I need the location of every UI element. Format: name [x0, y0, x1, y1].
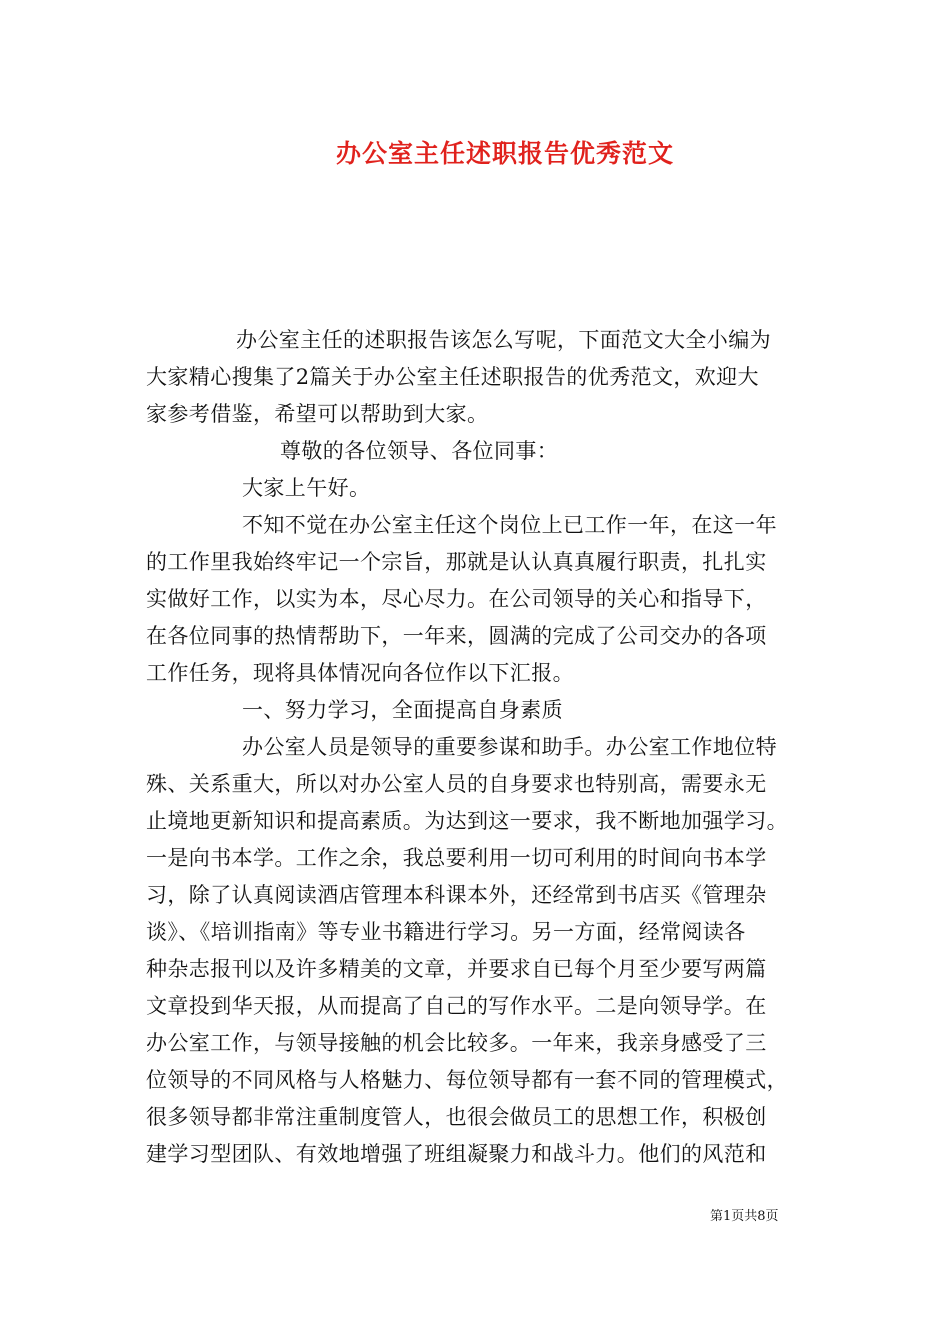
paragraph-line: 殊、关系重大，所以对办公室人员的自身要求也特别高，需要永无: [146, 772, 767, 796]
document-title: 办公室主任述职报告优秀范文: [335, 139, 674, 168]
paragraph-line: 家参考借鉴，希望可以帮助到大家。: [146, 402, 489, 426]
paragraph-line: 文章投到华天报，从而提高了自己的写作水平。二是向领导学。在: [146, 994, 767, 1018]
paragraph-line: 在各位同事的热情帮助下，一年来，圆满的完成了公司交办的各项: [146, 624, 767, 648]
paragraph-line: 办公室主任的述职报告该怎么写呢，下面范文大全小编为: [236, 328, 771, 352]
document-body: [146, 322, 812, 1173]
paragraph-line: 的工作里我始终牢记一个宗旨，那就是认认真真履行职责，扎扎实: [146, 550, 767, 574]
paragraph-line: 习，除了认真阅读酒店管理本科课本外，还经常到书店买《管理杂: [146, 883, 767, 907]
paragraph-line: 办公室人员是领导的重要参谋和助手。办公室工作地位特: [242, 735, 777, 759]
paragraph-line: 实做好工作，以实为本，尽心尽力。在公司领导的关心和指导下，: [146, 587, 767, 611]
greeting: 大家上午好。: [242, 476, 371, 500]
salutation: 尊敬的各位领导、各位同事：: [280, 439, 559, 463]
paragraph-line: 止境地更新知识和提高素质。为达到这一要求，我不断地加强学习。: [146, 809, 788, 833]
paragraph-line: 建学习型团队、有效地增强了班组凝聚力和战斗力。他们的风范和: [146, 1142, 767, 1166]
paragraph-line: 位领导的不同风格与人格魅力、每位领导都有一套不同的管理模式，: [146, 1068, 788, 1092]
paragraph-line: 一是向书本学。工作之余，我总要利用一切可利用的时间向书本学: [146, 846, 767, 870]
paragraph-line: 办公室工作，与领导接触的机会比较多。一年来，我亲身感受了三: [146, 1031, 767, 1055]
section-heading: 一、努力学习，全面提高自身素质: [242, 698, 563, 722]
paragraph-line: 大家精心搜集了2篇关于办公室主任述职报告的优秀范文，欢迎大: [146, 365, 759, 389]
page-number: 第1页共8页: [710, 1209, 779, 1224]
paragraph-line: 谈》、《培训指南》等专业书籍进行学习。另一方面，经常阅读各: [146, 920, 746, 944]
paragraph-line: 种杂志报刊以及许多精美的文章，并要求自已每个月至少要写两篇: [146, 957, 767, 981]
paragraph-line: 很多领导都非常注重制度管人，也很会做员工的思想工作，积极创: [146, 1105, 767, 1129]
paragraph-line: 不知不觉在办公室主任这个岗位上已工作一年，在这一年: [242, 513, 777, 537]
paragraph-line: 工作任务，现将具体情况向各位作以下汇报。: [146, 661, 574, 685]
